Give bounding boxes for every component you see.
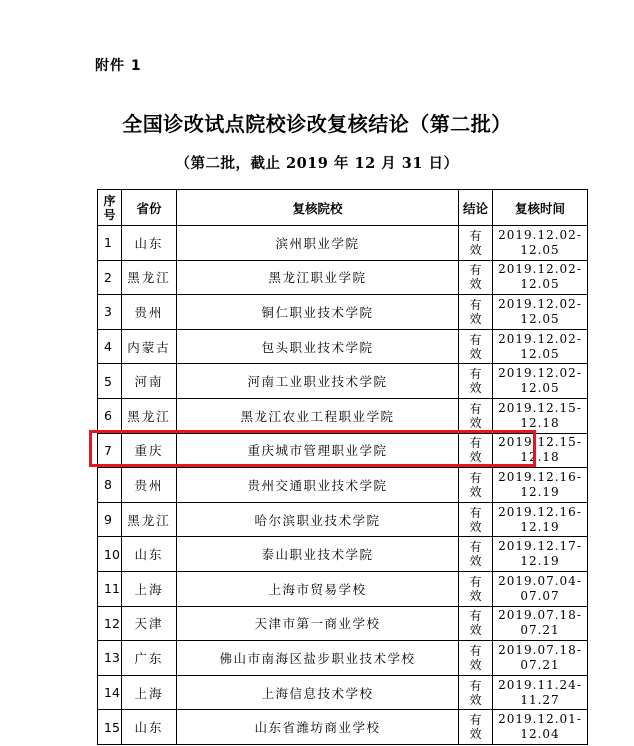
row-time: 2019.12.16- 12.19 (493, 502, 588, 537)
row-result: 有 效 (459, 433, 493, 468)
row-school: 贵州交通职业技术学院 (177, 468, 459, 503)
row-province: 重庆 (122, 433, 177, 468)
row-province: 天津 (122, 606, 177, 641)
table-row (98, 398, 588, 433)
row-result: 有 效 (459, 295, 493, 330)
row-number: 7 (98, 433, 122, 468)
header-school: 复核院校 (177, 190, 459, 226)
row-number: 4 (98, 329, 122, 364)
row-province: 黑龙江 (122, 398, 177, 433)
row-time: 2019.07.18- 07.21 (493, 606, 588, 641)
table-row (98, 468, 588, 503)
row-time: 2019.12.02- 12.05 (493, 364, 588, 399)
table-row (98, 641, 588, 676)
table-row (98, 675, 588, 710)
row-school: 上海信息技术学校 (177, 675, 459, 710)
table-row (98, 226, 588, 261)
row-province: 河南 (122, 364, 177, 399)
row-province: 广东 (122, 641, 177, 676)
table-row (98, 433, 588, 468)
row-result: 有 效 (459, 502, 493, 537)
row-school: 山东省潍坊商业学校 (177, 710, 459, 745)
row-school: 哈尔滨职业技术学院 (177, 502, 459, 537)
header-seq: 序 号 (98, 190, 122, 226)
table-row (98, 329, 588, 364)
row-number: 10 (98, 537, 122, 572)
row-number: 13 (98, 641, 122, 676)
row-school: 包头职业技术学院 (177, 329, 459, 364)
row-province: 贵州 (122, 295, 177, 330)
row-time: 2019.12.02- 12.05 (493, 260, 588, 295)
row-result: 有 效 (459, 641, 493, 676)
row-result: 有 效 (459, 571, 493, 606)
table-row (98, 295, 588, 330)
table-header-row (98, 190, 588, 226)
row-time: 2019.12.15- 12.18 (493, 398, 588, 433)
row-result: 有 效 (459, 329, 493, 364)
row-school: 铜仁职业技术学院 (177, 295, 459, 330)
row-school: 佛山市南海区盐步职业技术学校 (177, 641, 459, 676)
row-school: 泰山职业技术学院 (177, 537, 459, 572)
row-number: 14 (98, 675, 122, 710)
row-province: 山东 (122, 226, 177, 261)
row-school: 黑龙江农业工程职业学院 (177, 398, 459, 433)
row-time: 2019.12.15- 12.18 (493, 433, 588, 468)
row-time: 2019.12.01- 12.04 (493, 710, 588, 745)
row-school: 天津市第一商业学校 (177, 606, 459, 641)
row-province: 黑龙江 (122, 502, 177, 537)
row-result: 有 效 (459, 675, 493, 710)
row-number: 6 (98, 398, 122, 433)
row-result: 有 效 (459, 606, 493, 641)
row-number: 9 (98, 502, 122, 537)
row-school: 上海市贸易学校 (177, 571, 459, 606)
table-row (98, 571, 588, 606)
row-province: 山东 (122, 710, 177, 745)
row-number: 2 (98, 260, 122, 295)
row-province: 贵州 (122, 468, 177, 503)
header-result: 结论 (459, 190, 493, 226)
row-result: 有 效 (459, 468, 493, 503)
row-result: 有 效 (459, 398, 493, 433)
row-school: 重庆城市管理职业学院 (177, 433, 459, 468)
attachment-label: 附件 1 (95, 58, 142, 74)
table-row (98, 537, 588, 572)
row-time: 2019.07.04- 07.07 (493, 571, 588, 606)
table-row (98, 364, 588, 399)
row-number: 15 (98, 710, 122, 745)
row-time: 2019.12.02- 12.05 (493, 329, 588, 364)
row-province: 上海 (122, 571, 177, 606)
row-time: 2019.12.17- 12.19 (493, 537, 588, 572)
row-time: 2019.12.02- 12.05 (493, 226, 588, 261)
row-result: 有 效 (459, 537, 493, 572)
row-province: 内蒙古 (122, 329, 177, 364)
row-school: 河南工业职业技术学院 (177, 364, 459, 399)
row-province: 黑龙江 (122, 260, 177, 295)
document-title: 全国诊改试点院校诊改复核结论（第二批） (122, 112, 512, 136)
row-time: 2019.12.02- 12.05 (493, 295, 588, 330)
row-number: 1 (98, 226, 122, 261)
row-result: 有 效 (459, 710, 493, 745)
document-subtitle: （第二批，截止 2019 年 12 月 31 日） (175, 155, 459, 172)
row-result: 有 效 (459, 260, 493, 295)
row-province: 上海 (122, 675, 177, 710)
row-result: 有 效 (459, 226, 493, 261)
header-time: 复核时间 (493, 190, 588, 226)
table-row (98, 260, 588, 295)
row-number: 11 (98, 571, 122, 606)
row-number: 5 (98, 364, 122, 399)
review-results-table (97, 189, 588, 745)
header-province: 省份 (122, 190, 177, 226)
row-time: 2019.12.16- 12.19 (493, 468, 588, 503)
row-result: 有 效 (459, 364, 493, 399)
row-time: 2019.07.18- 07.21 (493, 641, 588, 676)
row-number: 3 (98, 295, 122, 330)
table-row (98, 606, 588, 641)
table-row (98, 502, 588, 537)
table-row (98, 710, 588, 745)
row-school: 滨州职业学院 (177, 226, 459, 261)
row-province: 山东 (122, 537, 177, 572)
row-time: 2019.11.24- 11.27 (493, 675, 588, 710)
row-school: 黑龙江职业学院 (177, 260, 459, 295)
row-number: 8 (98, 468, 122, 503)
row-number: 12 (98, 606, 122, 641)
